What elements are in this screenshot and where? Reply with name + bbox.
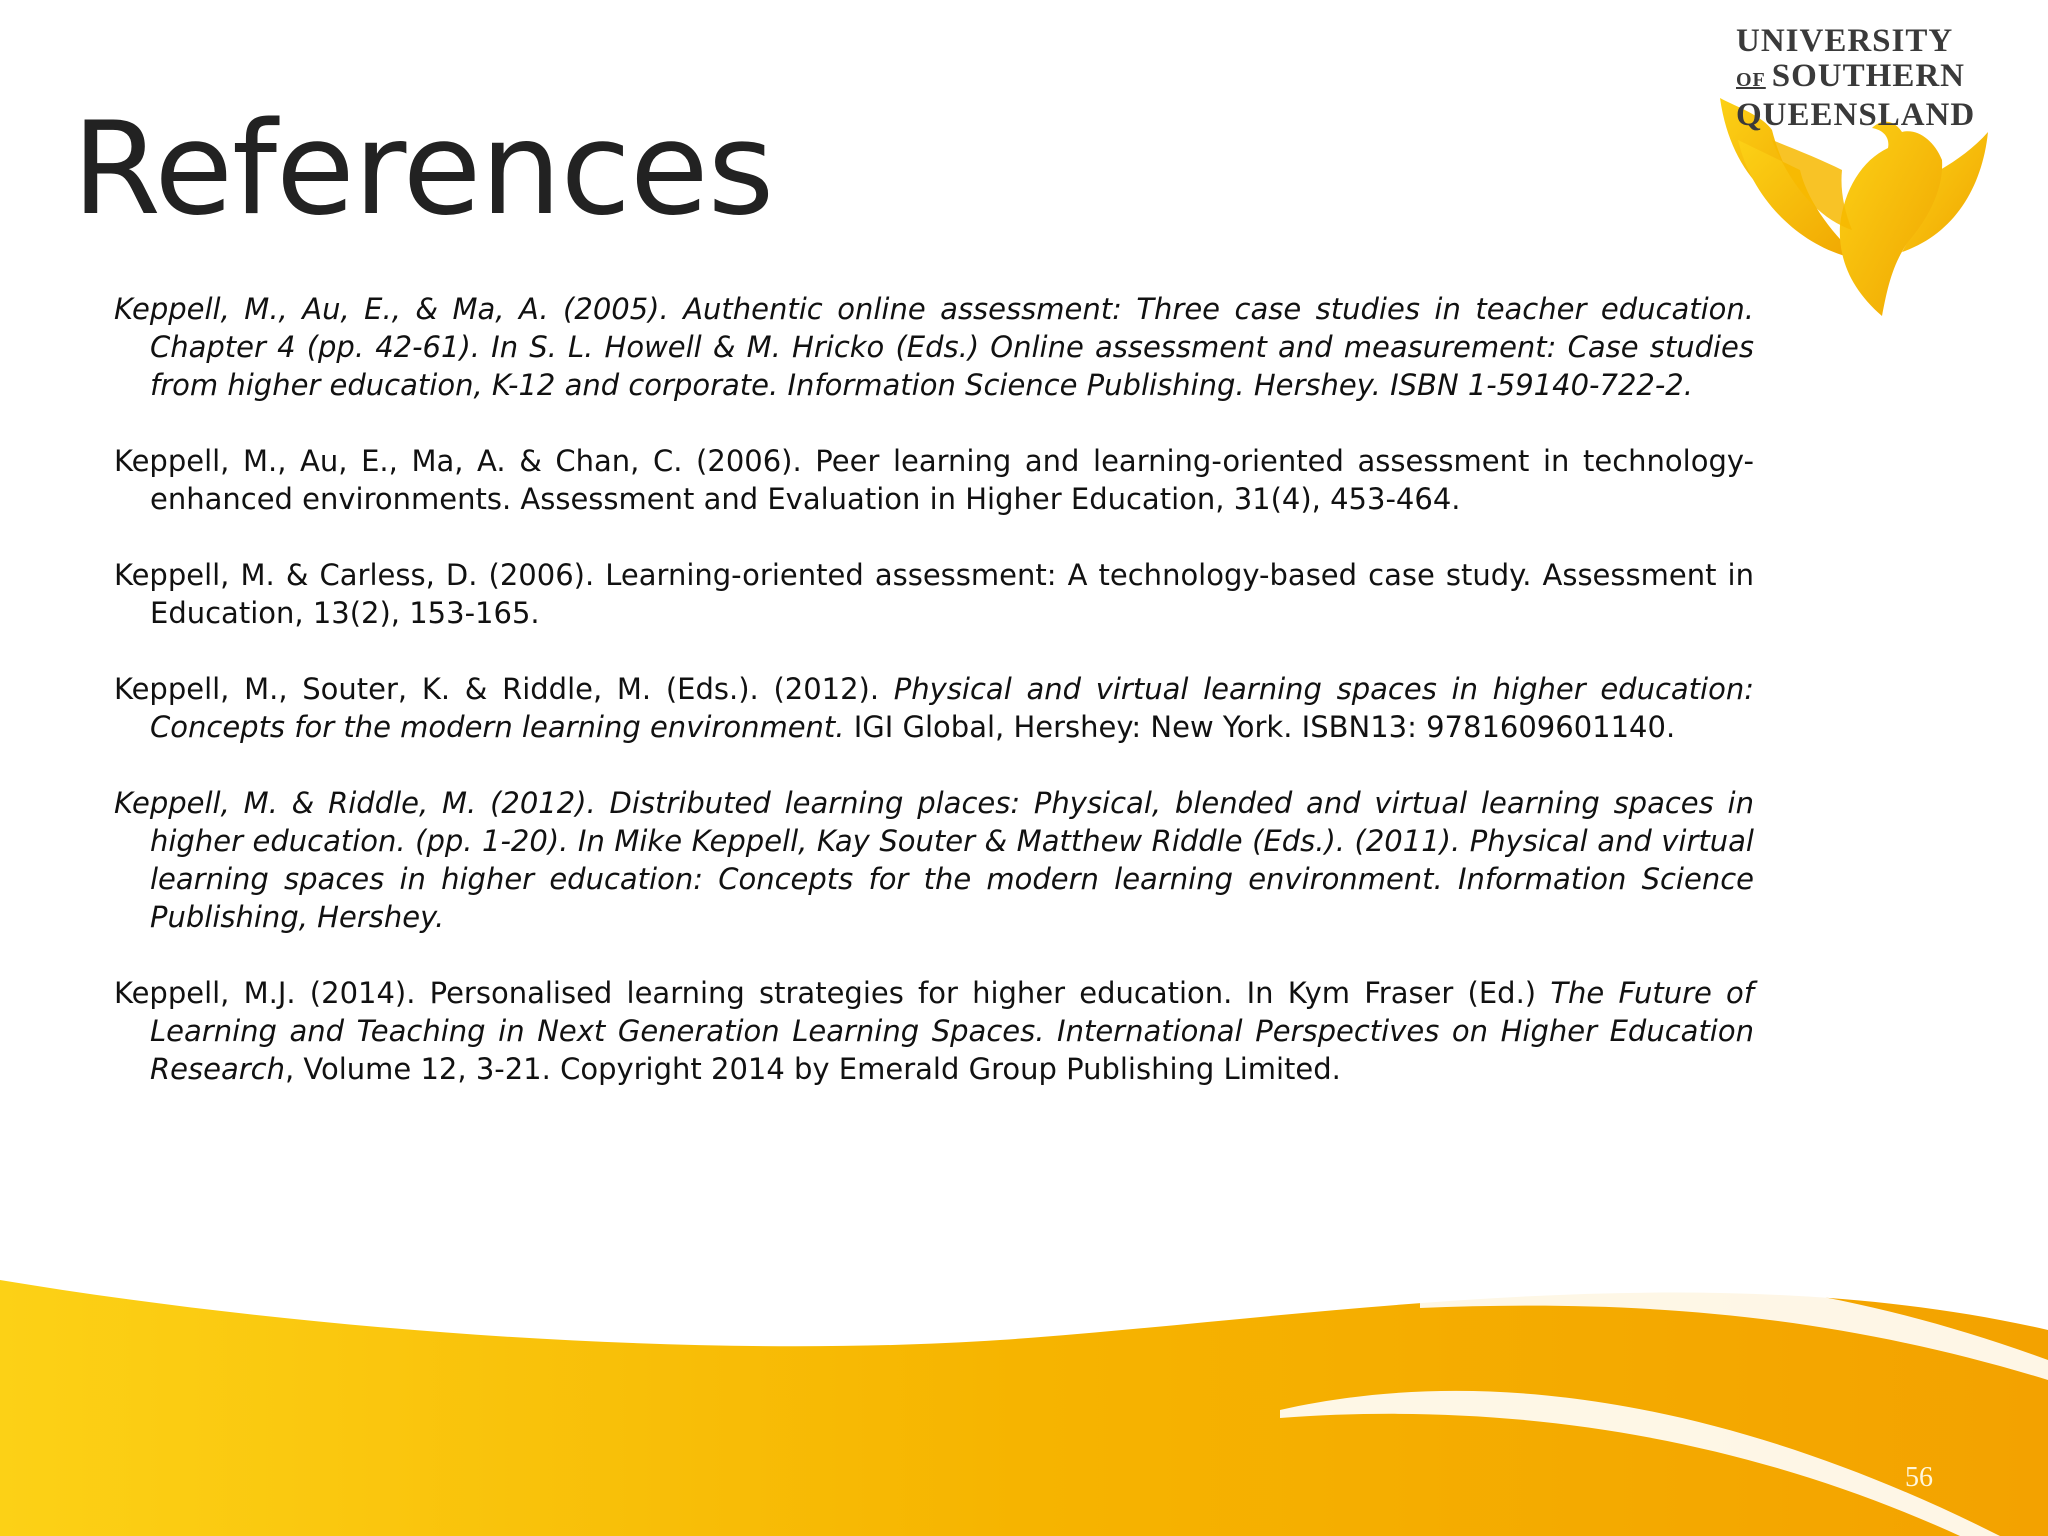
- logo-wordmark: [1736, 24, 1976, 133]
- reference-book-title: The Future of Learning and Teaching in Next Generation Learning Spaces. International Perspectives on Higher Education Research: [150, 976, 1755, 1086]
- logo-line-southern: [1736, 59, 1976, 98]
- reference-publisher: IGI Global, Hershey: New York. ISBN13: 9781609601140.: [844, 710, 1676, 744]
- logo-of: OF: [1736, 69, 1766, 91]
- page-number: 56: [1905, 1462, 1933, 1493]
- reference-item: Keppell, M. & Riddle, M. (2012). Distributed learning places: Physical, blended and virtual learning spaces in higher education. (pp. 1-20). In Mike Keppell, Kay Souter & Matthew Riddle (Eds.). (2011). Physical and virtual learning spaces in higher education: Concepts for the modern learning environment. Information Science Publishing, Hershey.: [114, 786, 1754, 934]
- reference-authors: Keppell, M.J. (2014). Personalised learning strategies for higher education. In Kym Fraser (Ed.): [114, 976, 1551, 1010]
- reference-item: [114, 974, 1754, 1088]
- logo-southern: SOUTHERN: [1771, 58, 1965, 94]
- reference-item: Keppell, M., Au, E., & Ma, A. (2005). Authentic online assessment: Three case studies in teacher education. Chapter 4 (pp. 42-61). In S. L. Howell & M. Hricko (Eds.) Online assessment and measurement: Case studies from higher education, K-12 and corporate. Information Science Publishing. Hershey. ISBN 1-59140-722-2.: [114, 292, 1754, 402]
- reference-authors: Keppell, M., Souter, K. & Riddle, M. (Eds.). (2012).: [114, 672, 894, 706]
- reference-publisher: , Volume 12, 3-21. Copyright 2014 by Emerald Group Publishing Limited.: [284, 1052, 1341, 1086]
- slide-title: References: [72, 95, 774, 244]
- university-logo: [1712, 20, 2002, 320]
- reference-item: [114, 670, 1754, 746]
- footer-wave-decoration: [0, 1240, 2048, 1536]
- reference-book-title: Physical and virtual learning spaces in higher education: Concepts for the modern learning environment.: [150, 672, 1755, 744]
- logo-line-university: UNIVERSITY: [1736, 23, 1954, 59]
- reference-item: Keppell, M., Au, E., Ma, A. & Chan, C. (2006). Peer learning and learning-oriented assessment in technology-enhanced environments. Assessment and Evaluation in Higher Education, 31(4), 453-464.: [114, 444, 1754, 516]
- reference-list: [114, 290, 1754, 1088]
- reference-item: Keppell, M. & Carless, D. (2006). Learning-oriented assessment: A technology-based case study. Assessment in Education, 13(2), 153-165.: [114, 558, 1754, 630]
- logo-line-queensland: QUEENSLAND: [1736, 97, 1976, 133]
